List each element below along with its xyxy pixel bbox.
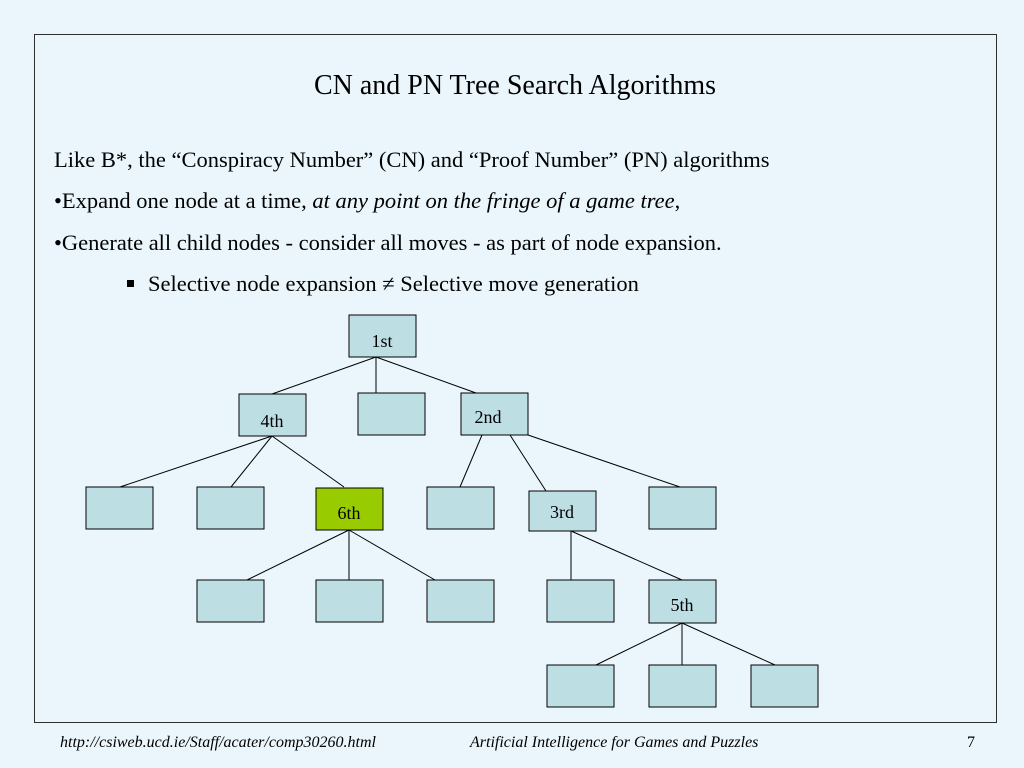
tree-node-leaf — [649, 487, 716, 529]
edge-4th-child2 — [231, 436, 272, 487]
intro-text: Like B*, the “Conspiracy Number” (CN) and “Proof Number” (PN) algorithms — [54, 147, 770, 172]
tree-node-5th-label: 5th — [670, 595, 694, 615]
edge-6th-child3 — [349, 530, 435, 580]
edge-5th-child1 — [596, 623, 682, 665]
page-number: 7 — [967, 734, 975, 751]
tree-node-root-label: 1st — [371, 331, 393, 351]
edge-2nd-child1 — [460, 435, 482, 487]
bullet-expand-suffix: , — [674, 188, 681, 213]
tree-node-leaf — [649, 665, 716, 707]
edge-2nd-3rd — [510, 435, 546, 491]
tree-node-4th-label: 4th — [260, 411, 284, 431]
tree-node-leaf — [86, 487, 153, 529]
edge-2nd-child3 — [528, 435, 680, 487]
sub-bullet-text: Selective node expansion ≠ Selective move generation — [148, 271, 639, 296]
edge-root-4th — [272, 357, 376, 394]
tree-node-leaf — [427, 580, 494, 622]
edge-6th-child1 — [247, 530, 349, 580]
tree-node-leaf — [427, 487, 494, 529]
tree-node-unlabeled — [358, 393, 425, 435]
tree-node-leaf — [316, 580, 383, 622]
tree-node-leaf — [547, 665, 614, 707]
edge-root-2nd — [376, 357, 476, 393]
edge-4th-6th — [272, 436, 344, 487]
edge-4th-child1 — [120, 436, 272, 487]
bullet-generate-children: •Generate all child nodes - consider all moves - as part of node expansion. — [54, 230, 722, 255]
tree-node-leaf — [197, 580, 264, 622]
bullet-expand-prefix: •Expand one node at a time, — [54, 188, 313, 213]
footer-url: http://csiweb.ucd.ie/Staff/acater/comp30260.html — [60, 734, 376, 751]
slide-title: CN and PN Tree Search Algorithms — [313, 70, 717, 101]
edge-3rd-5th — [571, 531, 682, 580]
tree-node-2nd-label: 2nd — [474, 407, 502, 427]
edge-5th-child3 — [682, 623, 775, 665]
tree-node-6th-label: 6th — [337, 503, 361, 523]
tree-node-leaf — [751, 665, 818, 707]
tree-node-3rd-label: 3rd — [550, 502, 574, 522]
tree-node-leaf — [197, 487, 264, 529]
tree-node-leaf — [547, 580, 614, 622]
bullet-expand-italic: at any point on the fringe of a game tree — [312, 188, 675, 213]
footer-course-title: Artificial Intelligence for Games and Puzzles — [470, 734, 759, 751]
